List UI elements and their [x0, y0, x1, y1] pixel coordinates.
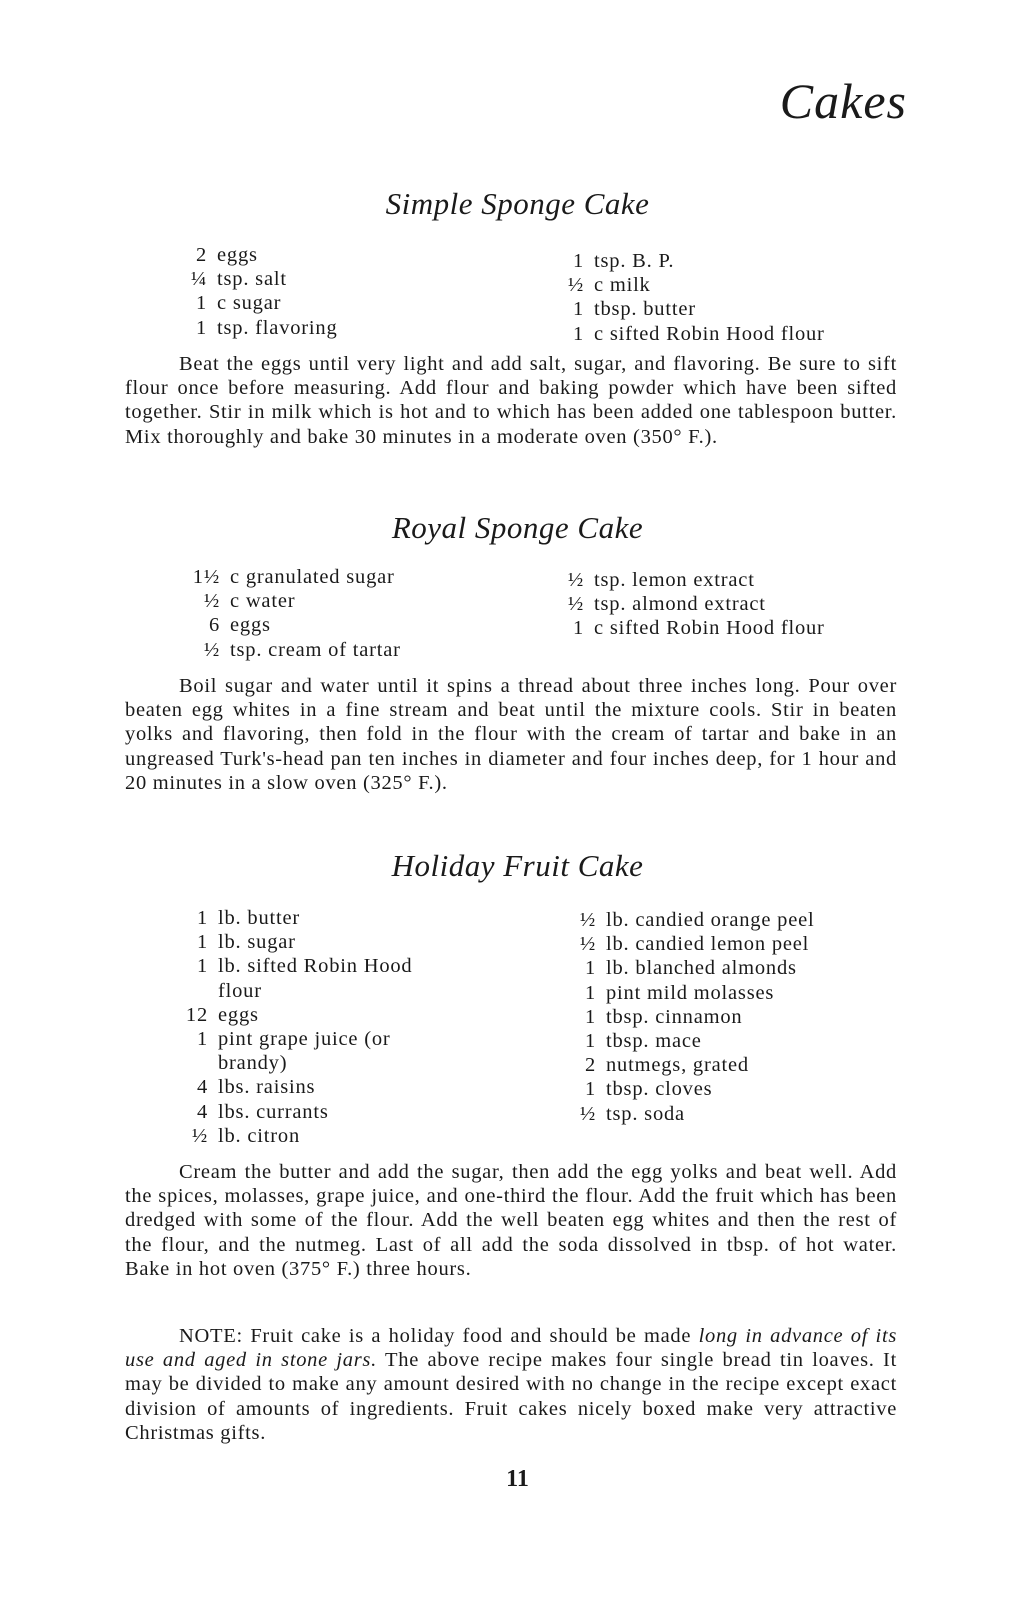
ingredient-text: eggs	[230, 614, 271, 637]
ingredient-text: pint mild molasses	[606, 981, 775, 1004]
directions-simple-sponge-cake: Beat the eggs until very light and add salt, sugar, and flavoring. Be sure to sift flour once before measuring. Add flour and baking powder which have been sifted together. Stir in milk which is hot and to which has been added one tablespoon butter. Mix thoroughly and bake 30 minutes in a moderate oven (350° F.).	[125, 353, 897, 448]
ingredient-row	[560, 568, 825, 592]
ingredient-text: tsp. cream of tartar	[230, 638, 401, 661]
ingredient-qty: ½	[579, 1102, 596, 1125]
ingredient-qty: 1	[584, 1030, 596, 1053]
ingredient-row	[185, 291, 338, 315]
ingredient-row	[168, 1003, 412, 1027]
ingredient-row	[185, 267, 338, 291]
ingredient-row	[560, 981, 815, 1005]
note-text-a: Fruit cake is a holiday food and should be made	[250, 1325, 692, 1347]
ingredient-qty: ½	[567, 274, 584, 297]
ingredient-qty	[168, 1051, 218, 1075]
ingredients-right-royal-sponge	[560, 568, 825, 641]
ingredient-text: c water	[230, 590, 296, 613]
ingredient-text: c sifted Robin Hood flour	[594, 322, 825, 345]
ingredient-text: pint grape juice (or	[218, 1028, 391, 1051]
ingredient-row	[560, 249, 825, 273]
ingredient-text: lb. citron	[218, 1124, 301, 1147]
ingredient-text: c milk	[594, 274, 651, 297]
ingredient-row	[168, 1075, 412, 1099]
ingredient-text: tsp. lemon extract	[594, 569, 755, 591]
ingredient-text: lbs. raisins	[218, 1076, 316, 1099]
ingredient-row	[168, 1051, 412, 1075]
ingredient-qty: 1	[572, 250, 584, 272]
ingredient-text: lb. butter	[218, 907, 301, 929]
ingredient-row	[560, 297, 825, 321]
ingredient-text: eggs	[217, 244, 258, 266]
note-emphasis: long in advance of its use and aged in stone jars.	[125, 1325, 898, 1372]
ingredient-row	[168, 930, 412, 954]
ingredients-right-holiday-fruit	[560, 908, 815, 1126]
ingredient-text: nutmegs, grated	[606, 1054, 749, 1077]
ingredient-qty: 1	[196, 931, 208, 954]
ingredient-row	[168, 1027, 412, 1051]
ingredient-qty: 1	[196, 907, 208, 929]
ingredient-qty: ½	[203, 590, 220, 613]
ingredient-row	[170, 638, 401, 662]
ingredient-row	[560, 592, 825, 616]
ingredient-row	[560, 273, 825, 297]
ingredient-qty: 1	[572, 617, 584, 640]
ingredient-text: lb. blanched almonds	[606, 957, 797, 980]
ingredient-text: lbs. currants	[218, 1100, 329, 1123]
ingredient-qty	[168, 979, 218, 1003]
ingredient-row	[168, 954, 412, 978]
ingredient-text: lb. sifted Robin Hood	[218, 955, 413, 978]
ingredient-text: tbsp. butter	[594, 298, 696, 321]
ingredient-qty: ½	[579, 933, 596, 956]
ingredient-text: tbsp. cloves	[606, 1078, 713, 1101]
ingredient-text: c sugar	[217, 292, 282, 315]
ingredient-qty: 2	[195, 244, 207, 266]
note-label: NOTE:	[179, 1325, 243, 1347]
ingredient-qty: 4	[196, 1100, 208, 1123]
ingredient-row	[560, 616, 825, 640]
ingredient-qty: 6	[208, 614, 220, 637]
recipe-title-simple-sponge-cake: Simple Sponge Cake	[385, 186, 650, 221]
ingredient-row	[168, 1100, 412, 1124]
ingredient-row	[168, 906, 412, 930]
ingredient-qty: ½	[567, 569, 584, 591]
page-number: 11	[506, 1466, 529, 1492]
ingredient-qty: 1	[195, 316, 207, 339]
ingredient-qty: ½	[579, 909, 596, 931]
ingredient-qty: 1	[572, 298, 584, 321]
ingredient-qty: ½	[191, 1124, 208, 1147]
ingredients-left-simple-sponge	[185, 243, 338, 340]
ingredients-right-simple-sponge	[560, 249, 825, 346]
ingredient-row	[560, 956, 815, 980]
ingredient-row	[560, 1053, 815, 1077]
ingredient-qty: 12	[185, 1003, 208, 1026]
ingredients-left-royal-sponge	[170, 565, 401, 662]
recipe-title-royal-sponge-cake: Royal Sponge Cake	[391, 510, 644, 545]
ingredient-text: flour	[218, 979, 262, 1002]
ingredient-row	[185, 316, 338, 340]
ingredient-row	[168, 979, 412, 1003]
ingredient-text: tsp. soda	[606, 1102, 685, 1125]
ingredient-qty: ½	[567, 593, 584, 616]
ingredient-qty: ¼	[190, 268, 207, 291]
ingredient-qty: 1	[195, 292, 207, 315]
note-paragraph	[125, 1324, 897, 1445]
ingredient-text: tsp. almond extract	[594, 593, 766, 616]
ingredient-text: brandy)	[218, 1052, 288, 1075]
recipe-title-holiday-fruit-cake: Holiday Fruit Cake	[391, 848, 644, 883]
ingredients-left-holiday-fruit	[168, 906, 412, 1148]
note-text-b: The above recipe makes four single bread tin loaves. It may be divided to make any amount desired with no change in the recipe except exact division of amounts of ingredients. Fruit cakes nicely boxed make very attractive Christmas gifts.	[125, 1349, 897, 1444]
ingredient-row	[168, 1124, 412, 1148]
ingredient-qty: 1	[584, 1005, 596, 1028]
ingredient-qty: 1	[584, 1078, 596, 1101]
ingredient-qty: 1½	[192, 566, 220, 588]
ingredient-row	[560, 1077, 815, 1101]
ingredient-qty: 1	[584, 957, 596, 980]
ingredient-qty: 2	[584, 1054, 596, 1077]
ingredient-row	[560, 1005, 815, 1029]
ingredient-text: c granulated sugar	[230, 566, 395, 588]
ingredient-qty: ½	[203, 638, 220, 661]
ingredient-row	[560, 1029, 815, 1053]
ingredient-text: tsp. B. P.	[594, 250, 675, 272]
ingredient-text: eggs	[218, 1003, 259, 1026]
ingredient-text: c sifted Robin Hood flour	[594, 617, 825, 640]
section-title: Cakes	[779, 73, 907, 129]
ingredient-qty: 1	[196, 955, 208, 978]
ingredient-row	[560, 932, 815, 956]
ingredient-qty: 1	[584, 981, 596, 1004]
ingredient-row	[170, 589, 401, 613]
ingredient-qty: 4	[196, 1076, 208, 1099]
ingredient-row	[170, 565, 401, 589]
ingredient-text: tbsp. cinnamon	[606, 1005, 743, 1028]
ingredient-text: tsp. salt	[217, 268, 287, 291]
ingredient-row	[185, 243, 338, 267]
ingredient-qty: 1	[572, 322, 584, 345]
ingredient-text: lb. sugar	[218, 931, 296, 954]
directions-holiday-fruit-cake: Cream the butter and add the sugar, then add the egg yolks and beat well. Add the spices, molasses, grape juice, and one-third the flour. Add the fruit which has been dredged with some of the flour. Add the well beaten egg whites and then the rest of the flour, and the nutmeg. Last of all add the soda dissolved in tbsp. of hot water. Bake in hot oven (375° F.) three hours.	[125, 1161, 897, 1280]
ingredient-row	[560, 322, 825, 346]
ingredient-row	[560, 1102, 815, 1126]
ingredient-row	[170, 613, 401, 637]
ingredient-row	[560, 908, 815, 932]
ingredient-text: tbsp. mace	[606, 1030, 702, 1053]
ingredient-text: lb. candied lemon peel	[606, 933, 810, 956]
ingredient-text: tsp. flavoring	[217, 316, 338, 339]
directions-royal-sponge-cake: Boil sugar and water until it spins a thread about three inches long. Pour over beaten egg whites in a fine stream and beat until the mixture cools. Stir in beaten yolks and flavoring, then fold in the flour with the cream of tartar and bake in an ungreased Turk's-head pan ten inches in diameter and four inches deep, for 1 hour and 20 minutes in a slow oven (325° F.).	[125, 675, 897, 794]
ingredient-text: lb. candied orange peel	[606, 909, 815, 931]
ingredient-qty: 1	[196, 1028, 208, 1051]
